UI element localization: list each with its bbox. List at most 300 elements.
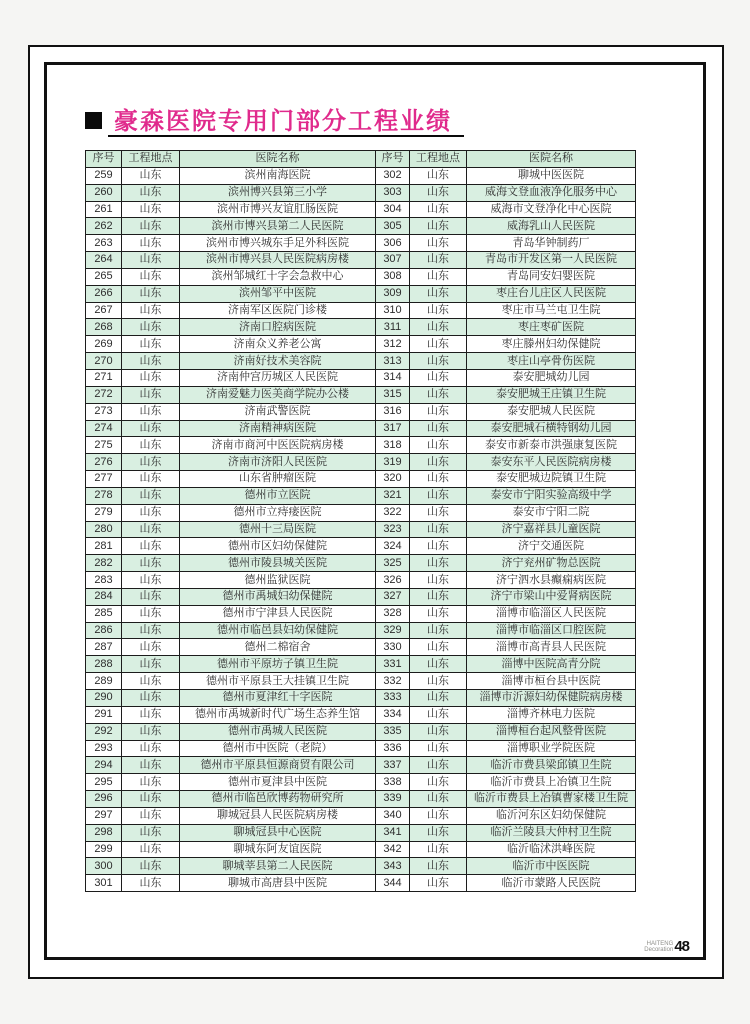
cell-seq: 335: [376, 723, 410, 740]
table-row: [86, 184, 636, 201]
page-number: 48: [674, 938, 689, 955]
cell-location: 山东: [122, 336, 180, 353]
table-row: [86, 369, 636, 386]
cell-seq: 288: [86, 656, 122, 673]
cell-location: 山东: [410, 336, 467, 353]
cell-seq: 339: [376, 791, 410, 808]
cell-seq: 320: [376, 471, 410, 488]
cell-hospital: 聊城东阿友谊医院: [180, 841, 376, 858]
title-block: [85, 101, 452, 136]
cell-location: 山东: [410, 605, 467, 622]
cell-hospital: 泰安肥城王庄镇卫生院: [467, 386, 636, 403]
header-cell-hospital: 医院名称: [467, 151, 636, 168]
cell-hospital: 滨州市博兴友谊肛肠医院: [180, 201, 376, 218]
cell-hospital: 淄博齐林电力医院: [467, 706, 636, 723]
table-row: [86, 723, 636, 740]
cell-location: 山东: [122, 588, 180, 605]
cell-seq: 323: [376, 521, 410, 538]
cell-location: 山东: [410, 268, 467, 285]
cell-hospital: 临沂市费县上冶镇曹家楼卫生院: [467, 791, 636, 808]
cell-location: 山东: [410, 673, 467, 690]
table-row: [86, 875, 636, 892]
cell-seq: 264: [86, 252, 122, 269]
cell-seq: 294: [86, 757, 122, 774]
cell-location: 山东: [410, 656, 467, 673]
table-row: [86, 605, 636, 622]
cell-location: 山东: [410, 319, 467, 336]
cell-seq: 266: [86, 285, 122, 302]
cell-hospital: 济南好技术美容院: [180, 353, 376, 370]
cell-location: 山东: [410, 706, 467, 723]
cell-hospital: 德州市宁津县人民医院: [180, 605, 376, 622]
table-row: [86, 437, 636, 454]
cell-location: 山东: [410, 235, 467, 252]
cell-seq: 268: [86, 319, 122, 336]
header-cell-location: 工程地点: [410, 151, 467, 168]
cell-location: 山东: [122, 807, 180, 824]
cell-hospital: 德州市临邑欣博药物研究所: [180, 791, 376, 808]
cell-location: 山东: [410, 218, 467, 235]
cell-seq: 330: [376, 639, 410, 656]
cell-hospital: 枣庄枣矿医院: [467, 319, 636, 336]
table-header-row: [86, 151, 636, 168]
cell-location: 山东: [122, 690, 180, 707]
cell-seq: 317: [376, 420, 410, 437]
cell-seq: 329: [376, 622, 410, 639]
cell-seq: 308: [376, 268, 410, 285]
cell-hospital: 德州市禹城新时代广场生态养生馆: [180, 706, 376, 723]
cell-seq: 328: [376, 605, 410, 622]
table-row: [86, 572, 636, 589]
table-row: [86, 268, 636, 285]
cell-seq: 277: [86, 471, 122, 488]
cell-hospital: 滨州邹城红十字会急救中心: [180, 268, 376, 285]
cell-seq: 343: [376, 858, 410, 875]
cell-hospital: 德州市立痔瘘医院: [180, 504, 376, 521]
table-header: [86, 151, 636, 168]
cell-location: 山东: [410, 690, 467, 707]
cell-seq: 305: [376, 218, 410, 235]
cell-hospital: 泰安肥城边院镇卫生院: [467, 471, 636, 488]
cell-hospital: 德州市临邑县妇幼保健院: [180, 622, 376, 639]
table-row: [86, 824, 636, 841]
table-row: [86, 403, 636, 420]
cell-location: 山东: [410, 521, 467, 538]
cell-location: 山东: [410, 639, 467, 656]
cell-location: 山东: [410, 757, 467, 774]
cell-hospital: 济南仲宫历城区人民医院: [180, 369, 376, 386]
cell-location: 山东: [122, 757, 180, 774]
cell-hospital: 临沂市蒙路人民医院: [467, 875, 636, 892]
cell-seq: 286: [86, 622, 122, 639]
cell-seq: 316: [376, 403, 410, 420]
table-row: [86, 757, 636, 774]
cell-location: 山东: [122, 386, 180, 403]
cell-location: 山东: [410, 386, 467, 403]
cell-seq: 279: [86, 504, 122, 521]
cell-location: 山东: [410, 588, 467, 605]
cell-seq: 300: [86, 858, 122, 875]
cell-seq: 272: [86, 386, 122, 403]
cell-hospital: 济南市商河中医医院病房楼: [180, 437, 376, 454]
cell-seq: 342: [376, 841, 410, 858]
cell-location: 山东: [122, 656, 180, 673]
cell-seq: 315: [376, 386, 410, 403]
table-row: [86, 656, 636, 673]
brand-mark: [644, 941, 673, 953]
cell-location: 山东: [122, 706, 180, 723]
cell-hospital: 济南市济阳人民医院: [180, 454, 376, 471]
cell-location: 山东: [122, 302, 180, 319]
table-row: [86, 690, 636, 707]
cell-seq: 263: [86, 235, 122, 252]
cell-location: 山东: [122, 774, 180, 791]
table-row: [86, 454, 636, 471]
cell-hospital: 德州市夏津县中医院: [180, 774, 376, 791]
cell-seq: 299: [86, 841, 122, 858]
cell-hospital: 滨州博兴县第三小学: [180, 184, 376, 201]
cell-location: 山东: [410, 774, 467, 791]
cell-location: 山东: [122, 723, 180, 740]
cell-seq: 265: [86, 268, 122, 285]
cell-seq: 287: [86, 639, 122, 656]
cell-seq: 280: [86, 521, 122, 538]
cell-location: 山东: [410, 875, 467, 892]
cell-hospital: 临沂兰陵县大仲村卫生院: [467, 824, 636, 841]
cell-seq: 296: [86, 791, 122, 808]
cell-hospital: 淄博职业学院医院: [467, 740, 636, 757]
cell-location: 山东: [410, 504, 467, 521]
cell-location: 山东: [410, 437, 467, 454]
brand-line2: Decoration: [644, 946, 674, 953]
cell-hospital: 泰安市宁阳实验高级中学: [467, 487, 636, 504]
table-row: [86, 252, 636, 269]
table-row: [86, 302, 636, 319]
cell-hospital: 德州市立医院: [180, 487, 376, 504]
table-row: [86, 319, 636, 336]
cell-hospital: 德州市区妇幼保健院: [180, 538, 376, 555]
cell-seq: 283: [86, 572, 122, 589]
cell-location: 山东: [410, 201, 467, 218]
title-underline: [108, 135, 464, 137]
page-inner-frame: [44, 62, 706, 960]
cell-location: 山东: [122, 841, 180, 858]
table-row: [86, 807, 636, 824]
cell-hospital: 淄博市桓台县中医院: [467, 673, 636, 690]
cell-location: 山东: [410, 302, 467, 319]
cell-seq: 298: [86, 824, 122, 841]
cell-hospital: 德州十三局医院: [180, 521, 376, 538]
table-row: [86, 555, 636, 572]
cell-location: 山东: [410, 841, 467, 858]
cell-seq: 303: [376, 184, 410, 201]
cell-hospital: 临沂临沭洪峰医院: [467, 841, 636, 858]
cell-location: 山东: [410, 824, 467, 841]
cell-location: 山东: [410, 723, 467, 740]
cell-seq: 321: [376, 487, 410, 504]
cell-seq: 292: [86, 723, 122, 740]
cell-seq: 297: [86, 807, 122, 824]
cell-seq: 314: [376, 369, 410, 386]
cell-location: 山东: [122, 572, 180, 589]
cell-hospital: 德州市夏津红十字医院: [180, 690, 376, 707]
cell-seq: 312: [376, 336, 410, 353]
cell-location: 山东: [410, 285, 467, 302]
cell-location: 山东: [122, 639, 180, 656]
cell-seq: 275: [86, 437, 122, 454]
cell-location: 山东: [122, 268, 180, 285]
cell-hospital: 济南军区医院门诊楼: [180, 302, 376, 319]
table-row: [86, 353, 636, 370]
table-row: [86, 420, 636, 437]
cell-location: 山东: [122, 605, 180, 622]
cell-hospital: 滨州市博兴县第二人民医院: [180, 218, 376, 235]
cell-hospital: 临沂市中医医院: [467, 858, 636, 875]
cell-location: 山东: [122, 471, 180, 488]
cell-hospital: 泰安肥城幼儿园: [467, 369, 636, 386]
table-row: [86, 706, 636, 723]
cell-seq: 313: [376, 353, 410, 370]
cell-location: 山东: [410, 807, 467, 824]
cell-hospital: 滨州市博兴城东手足外科医院: [180, 235, 376, 252]
table-row: [86, 639, 636, 656]
cell-hospital: 淄博市临淄区口腔医院: [467, 622, 636, 639]
cell-hospital: 济南众义养老公寓: [180, 336, 376, 353]
cell-seq: 289: [86, 673, 122, 690]
cell-location: 山东: [410, 622, 467, 639]
cell-seq: 344: [376, 875, 410, 892]
table-row: [86, 588, 636, 605]
cell-seq: 338: [376, 774, 410, 791]
cell-seq: 326: [376, 572, 410, 589]
cell-location: 山东: [122, 824, 180, 841]
cell-location: 山东: [122, 454, 180, 471]
cell-seq: 318: [376, 437, 410, 454]
cell-seq: 332: [376, 673, 410, 690]
cell-seq: 278: [86, 487, 122, 504]
cell-hospital: 聊城莘县第二人民医院: [180, 858, 376, 875]
table-row: [86, 487, 636, 504]
cell-location: 山东: [122, 858, 180, 875]
cell-seq: 273: [86, 403, 122, 420]
cell-hospital: 聊城冠县中心医院: [180, 824, 376, 841]
cell-seq: 333: [376, 690, 410, 707]
cell-hospital: 德州市陵县城关医院: [180, 555, 376, 572]
cell-hospital: 济宁兖州矿物总医院: [467, 555, 636, 572]
table-row: [86, 504, 636, 521]
page-title: 豪森医院专用门部分工程业绩: [114, 108, 452, 135]
cell-hospital: 聊城市高唐县中医院: [180, 875, 376, 892]
cell-hospital: 聊城冠县人民医院病房楼: [180, 807, 376, 824]
cell-location: 山东: [410, 471, 467, 488]
cell-hospital: 枣庄市马兰屯卫生院: [467, 302, 636, 319]
cell-hospital: 德州市平原县王大挂镇卫生院: [180, 673, 376, 690]
cell-location: 山东: [410, 740, 467, 757]
cell-location: 山东: [122, 791, 180, 808]
cell-location: 山东: [122, 235, 180, 252]
cell-seq: 269: [86, 336, 122, 353]
cell-seq: 341: [376, 824, 410, 841]
cell-hospital: 济南武警医院: [180, 403, 376, 420]
brand-line1: HAITENG: [646, 940, 674, 947]
cell-seq: 319: [376, 454, 410, 471]
cell-hospital: 青岛市开发区第一人民医院: [467, 252, 636, 269]
table-row: [86, 218, 636, 235]
cell-location: 山东: [410, 420, 467, 437]
cell-hospital: 泰安市新泰市洪强康复医院: [467, 437, 636, 454]
cell-hospital: 德州监狱医院: [180, 572, 376, 589]
cell-hospital: 滨州市博兴县人民医院病房楼: [180, 252, 376, 269]
cell-location: 山东: [410, 252, 467, 269]
cell-hospital: 枣庄滕州妇幼保健院: [467, 336, 636, 353]
page-outer-frame: [28, 45, 724, 979]
table-row: [86, 235, 636, 252]
cell-location: 山东: [410, 454, 467, 471]
cell-seq: 331: [376, 656, 410, 673]
table-row: [86, 791, 636, 808]
cell-seq: 291: [86, 706, 122, 723]
cell-location: 山东: [122, 184, 180, 201]
cell-seq: 267: [86, 302, 122, 319]
table-row: [86, 538, 636, 555]
cell-hospital: 济南精神病医院: [180, 420, 376, 437]
cell-seq: 310: [376, 302, 410, 319]
cell-hospital: 淄博市临淄区人民医院: [467, 605, 636, 622]
page-footer: [644, 938, 689, 955]
table-row: [86, 841, 636, 858]
cell-location: 山东: [122, 218, 180, 235]
cell-hospital: 泰安市宁阳二院: [467, 504, 636, 521]
cell-location: 山东: [410, 369, 467, 386]
cell-location: 山东: [410, 555, 467, 572]
cell-seq: 274: [86, 420, 122, 437]
cell-seq: 334: [376, 706, 410, 723]
table-body: [86, 167, 636, 891]
cell-seq: 327: [376, 588, 410, 605]
cell-hospital: 济宁嘉祥县儿童医院: [467, 521, 636, 538]
cell-seq: 309: [376, 285, 410, 302]
projects-table: [85, 150, 636, 892]
cell-hospital: 青岛华钟制药厂: [467, 235, 636, 252]
cell-location: 山东: [410, 184, 467, 201]
cell-seq: 302: [376, 167, 410, 184]
cell-seq: 340: [376, 807, 410, 824]
table-row: [86, 386, 636, 403]
cell-hospital: 威海市文登净化中心医院: [467, 201, 636, 218]
cell-location: 山东: [122, 875, 180, 892]
cell-seq: 304: [376, 201, 410, 218]
table-row: [86, 167, 636, 184]
cell-hospital: 淄博桓台起风整骨医院: [467, 723, 636, 740]
cell-location: 山东: [122, 369, 180, 386]
cell-hospital: 泰安东平人民医院病房楼: [467, 454, 636, 471]
cell-seq: 307: [376, 252, 410, 269]
cell-seq: 295: [86, 774, 122, 791]
cell-location: 山东: [410, 167, 467, 184]
cell-hospital: 泰安肥城人民医院: [467, 403, 636, 420]
cell-hospital: 淄博中医院高青分院: [467, 656, 636, 673]
cell-location: 山东: [410, 572, 467, 589]
cell-hospital: 德州市平原坊子镇卫生院: [180, 656, 376, 673]
cell-seq: 262: [86, 218, 122, 235]
cell-hospital: 临沂河东区妇幼保健院: [467, 807, 636, 824]
table-row: [86, 201, 636, 218]
cell-location: 山东: [410, 487, 467, 504]
cell-location: 山东: [122, 353, 180, 370]
cell-hospital: 德州市平原县恒源商贸有限公司: [180, 757, 376, 774]
cell-hospital: 临沂市费县上冶镇卫生院: [467, 774, 636, 791]
header-cell-location: 工程地点: [122, 151, 180, 168]
cell-seq: 281: [86, 538, 122, 555]
cell-hospital: 济宁交通医院: [467, 538, 636, 555]
cell-seq: 337: [376, 757, 410, 774]
cell-location: 山东: [122, 622, 180, 639]
cell-location: 山东: [410, 403, 467, 420]
cell-hospital: 济南口腔病医院: [180, 319, 376, 336]
cell-seq: 322: [376, 504, 410, 521]
cell-seq: 293: [86, 740, 122, 757]
cell-hospital: 泰安肥城石横特钢幼儿园: [467, 420, 636, 437]
cell-location: 山东: [122, 673, 180, 690]
table-row: [86, 673, 636, 690]
cell-seq: 301: [86, 875, 122, 892]
cell-location: 山东: [122, 201, 180, 218]
cell-hospital: 淄博市高青县人民医院: [467, 639, 636, 656]
cell-location: 山东: [122, 252, 180, 269]
cell-seq: 271: [86, 369, 122, 386]
cell-seq: 261: [86, 201, 122, 218]
cell-hospital: 德州二棉宿舍: [180, 639, 376, 656]
cell-hospital: 山东省肿瘤医院: [180, 471, 376, 488]
cell-seq: 284: [86, 588, 122, 605]
cell-location: 山东: [122, 167, 180, 184]
cell-location: 山东: [122, 403, 180, 420]
cell-hospital: 济南爱魅力医美商学院办公楼: [180, 386, 376, 403]
header-cell-seq: 序号: [376, 151, 410, 168]
cell-hospital: 滨州邹平中医院: [180, 285, 376, 302]
table-row: [86, 858, 636, 875]
cell-seq: 311: [376, 319, 410, 336]
cell-seq: 259: [86, 167, 122, 184]
cell-location: 山东: [122, 740, 180, 757]
cell-hospital: 威海文登血液净化服务中心: [467, 184, 636, 201]
table-row: [86, 471, 636, 488]
cell-location: 山东: [410, 791, 467, 808]
cell-location: 山东: [122, 285, 180, 302]
cell-seq: 290: [86, 690, 122, 707]
cell-hospital: 德州市中医院（老院）: [180, 740, 376, 757]
cell-location: 山东: [410, 353, 467, 370]
cell-hospital: 德州市禹城人民医院: [180, 723, 376, 740]
square-bullet-icon: [85, 112, 102, 129]
cell-location: 山东: [410, 538, 467, 555]
table-row: [86, 774, 636, 791]
projects-table-wrap: [85, 150, 636, 892]
cell-hospital: 威海乳山人民医院: [467, 218, 636, 235]
cell-seq: 282: [86, 555, 122, 572]
cell-seq: 336: [376, 740, 410, 757]
header-cell-hospital: 医院名称: [180, 151, 376, 168]
cell-location: 山东: [122, 538, 180, 555]
cell-hospital: 聊城中医医院: [467, 167, 636, 184]
cell-location: 山东: [410, 858, 467, 875]
table-row: [86, 740, 636, 757]
cell-location: 山东: [122, 521, 180, 538]
cell-seq: 306: [376, 235, 410, 252]
cell-location: 山东: [122, 319, 180, 336]
header-cell-seq: 序号: [86, 151, 122, 168]
table-row: [86, 521, 636, 538]
